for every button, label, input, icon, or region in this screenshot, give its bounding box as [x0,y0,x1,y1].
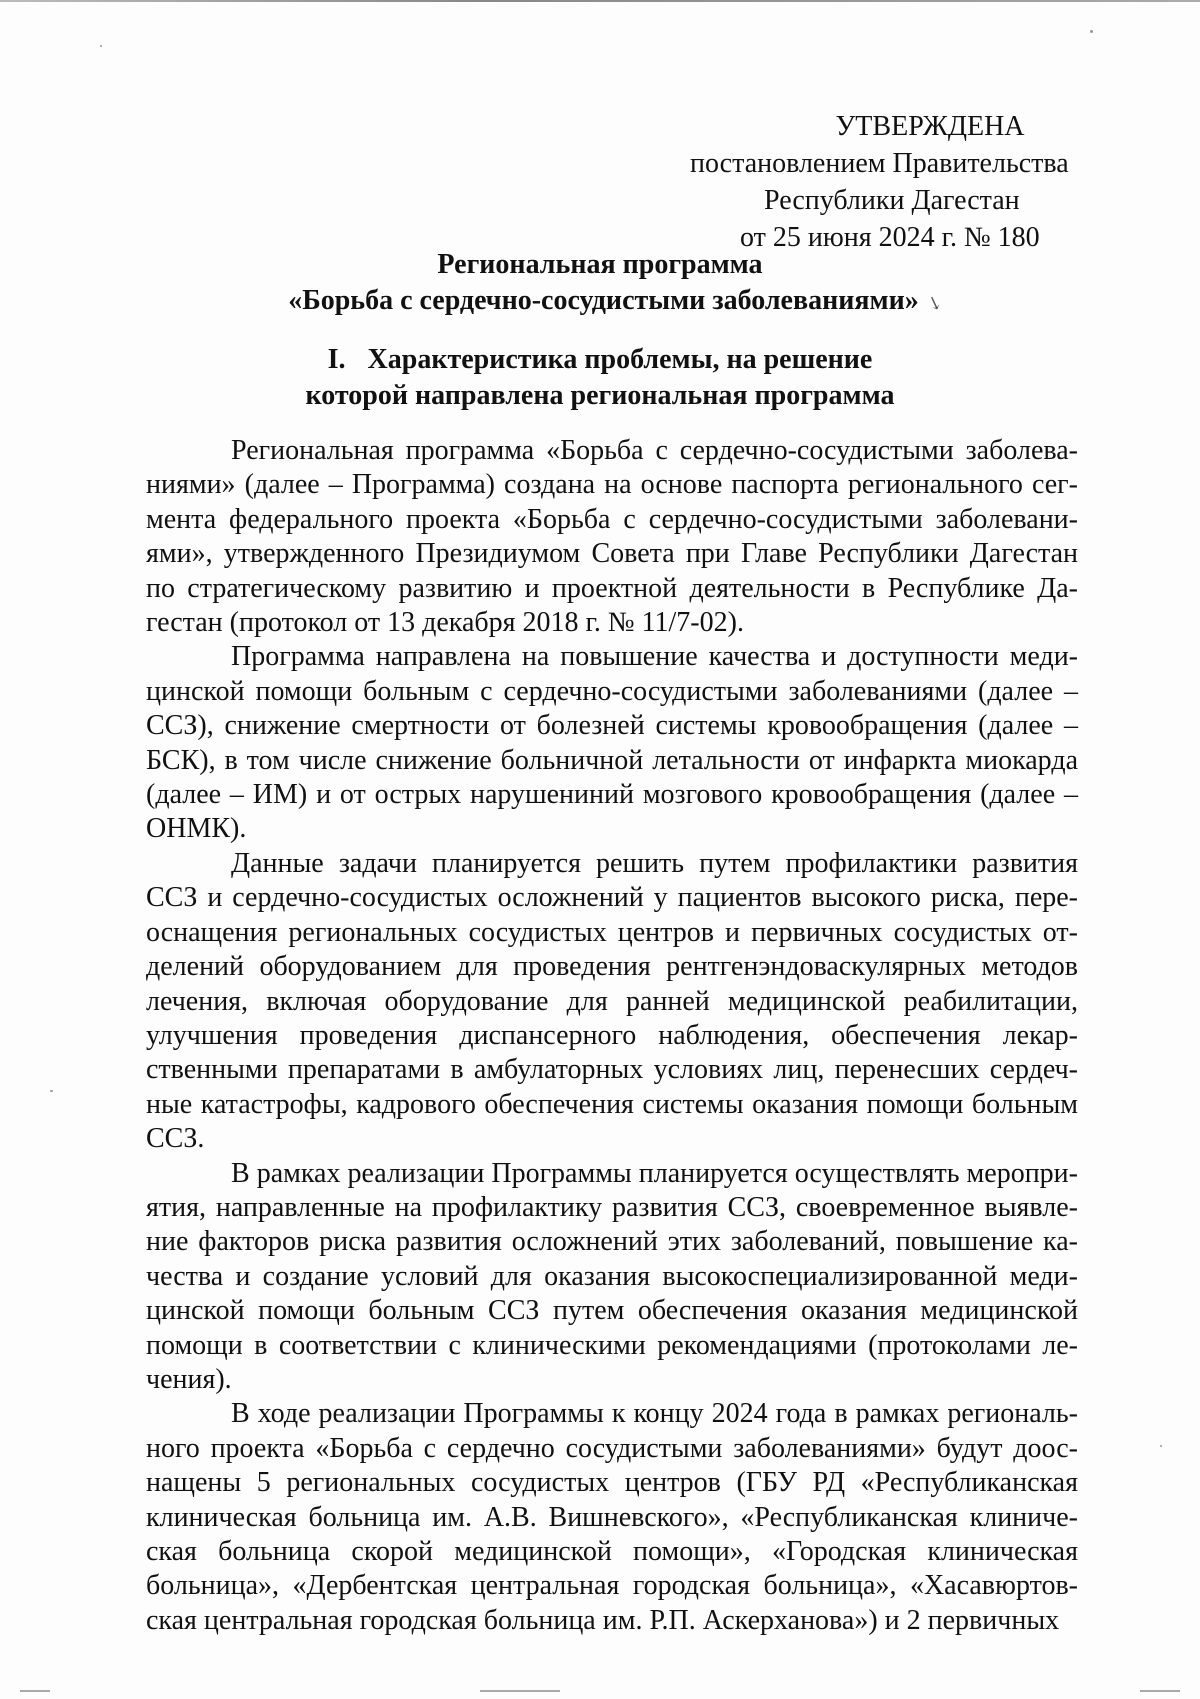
scan-edge [0,0,1200,2]
scan-edge-mark [20,1690,50,1692]
scan-speck [1160,1445,1162,1447]
section-number: I. [327,344,346,375]
scan-speck [1090,30,1093,33]
scan-edge-mark [1140,1690,1180,1692]
scan-speck [100,45,102,47]
approval-region: Республики Дагестан [764,185,1020,216]
section-title-line1: Характеристика проблемы, на решение [367,344,873,375]
approval-stamp: УТВЕРЖДЕНА [835,111,1025,142]
approval-authority: постановлением Правительства [690,148,1069,179]
pen-mark-icon: ↘ [923,291,945,315]
paragraph-5: В ходе реализации Программы к концу 2024 года в рамках регионального проекта «Борьба с сердечно сосудистыми заболеваниями» будут дооснащены 5 региональных сосудистых центров (ГБУ РД «Республиканская клиническая больница им. А.В. Вишневского», «Республиканская клиническая больница скорой медицинской помощи», «Городская клиническая больница», «Дербентская центральная городская больница», «Хасавюртовская центральная городская больница им. Р.П. Аскерханова») и 2 первичных [146,1398,1078,1636]
scan-edge-mark [480,1690,560,1692]
paragraph-3: Данные задачи планируется решить путем профилактики развития ССЗ и сердечно-сосудистых осложнений у пациентов высокого риска, переоснащения региональных сосудистых центров и первичных сосудистых отделений оборудованием для проведения рентгенэндоваскулярных методов лечения, включая оборудование для ранней медицинской реабилитации, улучшения проведения диспансерного наблюдения, обеспечения лекарственными препаратами в амбулаторных условиях лиц, перенесших сердечные катастрофы, кадрового обеспечения системы оказания помощи больным ССЗ. [146,847,1078,1155]
body-text [146,434,1078,1638]
approval-date-number: от 25 июня 2024 г. № 180 [740,222,1040,253]
approval-block [690,108,1080,256]
paragraph-2: Программа направлена на повышение качества и доступности медицинской помощи больным с сердечно-сосудистыми заболеваниями (далее – ССЗ), снижение смертности от болезней системы кровообращения (далее – БСК), в том числе снижение больничной летальности от инфаркта миокарда (далее – ИМ) и от острых нарушениний мозгового кровообращения (далее – ОНМК). [146,641,1078,845]
section-heading [200,342,1000,414]
paragraph-1: Региональная программа «Борьба с сердечно-сосудистыми заболеваниями» (далее – Программа) создана на основе паспорта регионального сегмента федерального проекта «Борьба с сердечно-сосудистыми заболеваниями», утвержденного Президиумом Совета при Главе Республики Дагестан по стратегическому развитию и проектной деятельности в Республике Дагестан (протокол от 13 декабря 2018 г. № 11/7-02). [146,435,1078,639]
program-title [120,247,1080,321]
scan-speck [50,1090,53,1092]
paragraph-4: В рамках реализации Программы планируется осуществлять мероприятия, направленные на профилактику развития ССЗ, своевременное выявление факторов риска развития осложнений этих заболеваний, повышение качества и создание условий для оказания высокоспециализированной медицинской помощи больным ССЗ путем обеспечения оказания медицинской помощи в соответствии с клиническими рекомендациями (протоколами лечения). [146,1157,1078,1395]
section-title-line2: которой направлена региональная программа [305,380,895,411]
program-title-line1: Региональная программа [437,249,763,280]
program-title-line2: «Борьба с сердечно-сосудистыми заболеваниями» [288,285,919,316]
